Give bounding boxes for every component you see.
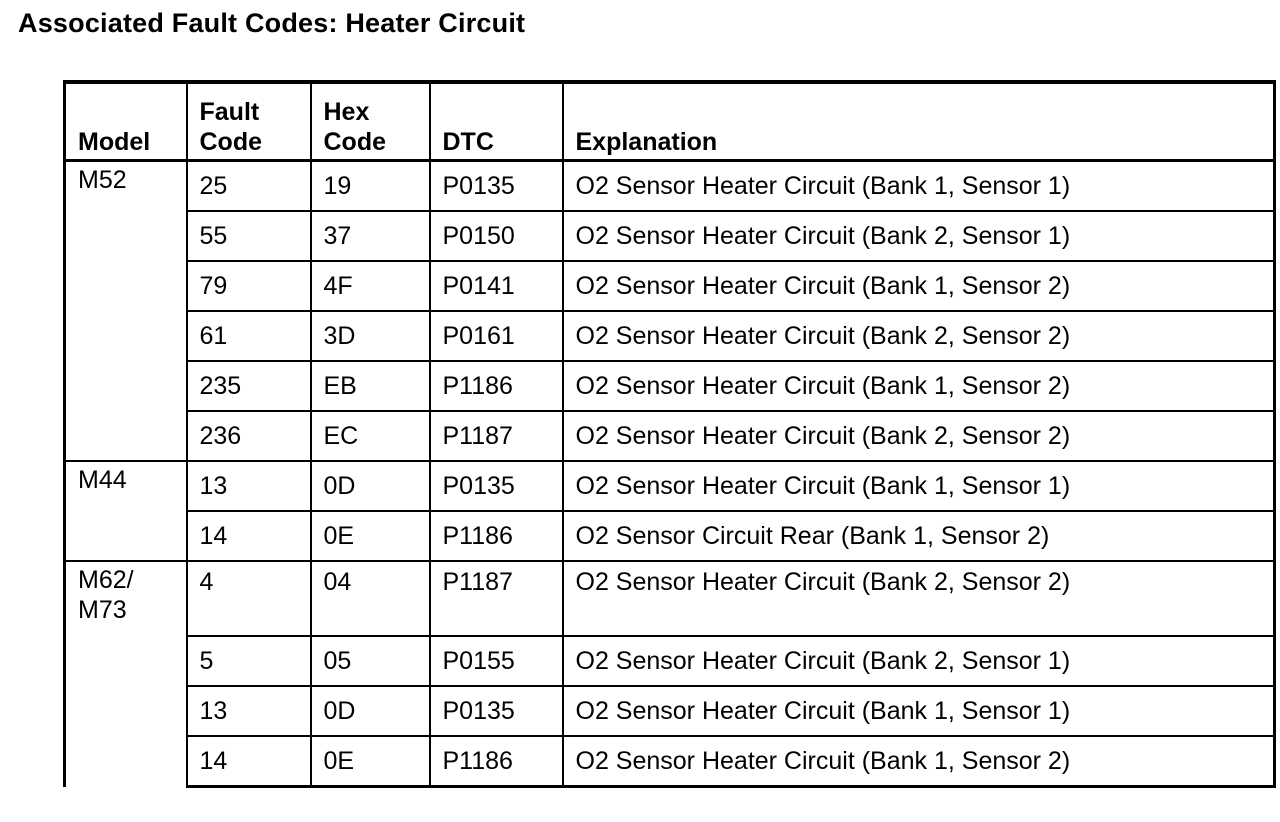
table-row	[65, 686, 1275, 736]
fault-code-cell: 55	[187, 211, 311, 261]
table-row	[65, 211, 1275, 261]
model-label-line2: M73	[78, 596, 127, 624]
header-fault-code	[187, 82, 311, 161]
dtc-cell: P0135	[430, 161, 563, 212]
explanation-cell: O2 Sensor Heater Circuit (Bank 2, Sensor 2)	[563, 311, 1275, 361]
hex-code-cell: 0E	[311, 511, 430, 561]
hex-code-cell: 4F	[311, 261, 430, 311]
explanation-cell: O2 Sensor Heater Circuit (Bank 1, Sensor 1)	[563, 461, 1275, 511]
model-label: M52	[78, 166, 127, 194]
dtc-cell: P1186	[430, 736, 563, 787]
dtc-cell: P0155	[430, 636, 563, 686]
fault-code-cell: 25	[187, 161, 311, 212]
table-row	[65, 511, 1275, 561]
explanation-cell: O2 Sensor Heater Circuit (Bank 1, Sensor 2)	[563, 736, 1275, 787]
hex-code-cell: EC	[311, 411, 430, 461]
hex-code-cell: 05	[311, 636, 430, 686]
explanation-cell: O2 Sensor Heater Circuit (Bank 2, Sensor 1)	[563, 211, 1275, 261]
dtc-cell: P0141	[430, 261, 563, 311]
table-row	[65, 361, 1275, 411]
model-cell-m44	[65, 461, 187, 561]
fault-code-cell: 14	[187, 511, 311, 561]
fault-code-cell: 4	[187, 561, 311, 636]
dtc-cell: P1186	[430, 511, 563, 561]
explanation-cell: O2 Sensor Heater Circuit (Bank 2, Sensor 2)	[563, 411, 1275, 461]
hex-code-cell: 3D	[311, 311, 430, 361]
dtc-cell: P0135	[430, 461, 563, 511]
dtc-cell: P1186	[430, 361, 563, 411]
table-header	[65, 82, 1275, 161]
table-row	[65, 561, 1275, 636]
header-fault-code-line1: Fault	[199, 98, 260, 126]
hex-code-cell: 37	[311, 211, 430, 261]
header-row	[65, 82, 1275, 161]
dtc-cell: P0150	[430, 211, 563, 261]
model-label: M44	[78, 466, 127, 494]
explanation-cell: O2 Sensor Heater Circuit (Bank 1, Sensor 2)	[563, 361, 1275, 411]
table-row	[65, 311, 1275, 361]
header-dtc	[430, 82, 563, 161]
fault-code-cell: 13	[187, 686, 311, 736]
model-cell-m62-m73	[65, 561, 187, 787]
header-hex-code-line2: Code	[323, 128, 386, 156]
dtc-cell: P1187	[430, 411, 563, 461]
dtc-cell: P0161	[430, 311, 563, 361]
fault-code-cell: 5	[187, 636, 311, 686]
table-body	[65, 161, 1275, 787]
explanation-cell: O2 Sensor Heater Circuit (Bank 1, Sensor 1)	[563, 686, 1275, 736]
header-explanation-label: Explanation	[575, 128, 718, 156]
dtc-cell: P0135	[430, 686, 563, 736]
header-hex-code	[311, 82, 430, 161]
fault-code-cell: 79	[187, 261, 311, 311]
hex-code-cell: 04	[311, 561, 430, 636]
header-explanation	[563, 82, 1275, 161]
explanation-cell: O2 Sensor Heater Circuit (Bank 1, Sensor 1)	[563, 161, 1275, 212]
table-row	[65, 411, 1275, 461]
hex-code-cell: EB	[311, 361, 430, 411]
hex-code-cell: 0D	[311, 461, 430, 511]
table-row	[65, 261, 1275, 311]
dtc-cell: P1187	[430, 561, 563, 636]
fault-code-cell: 235	[187, 361, 311, 411]
table-row	[65, 736, 1275, 787]
header-fault-code-line2: Code	[199, 128, 262, 156]
header-hex-code-line1: Hex	[323, 98, 370, 126]
table-row	[65, 636, 1275, 686]
model-cell-m52	[65, 161, 187, 462]
header-dtc-label: DTC	[442, 128, 494, 156]
fault-code-table	[63, 80, 1276, 788]
hex-code-cell: 0D	[311, 686, 430, 736]
header-model-label: Model	[78, 128, 151, 156]
header-model	[65, 82, 187, 161]
page-title: Associated Fault Codes: Heater Circuit	[18, 8, 526, 38]
hex-code-cell: 0E	[311, 736, 430, 787]
model-label: M62/	[78, 566, 134, 594]
explanation-cell: O2 Sensor Heater Circuit (Bank 1, Sensor 2)	[563, 261, 1275, 311]
hex-code-cell: 19	[311, 161, 430, 212]
fault-code-cell: 14	[187, 736, 311, 787]
fault-code-cell: 236	[187, 411, 311, 461]
table-row	[65, 161, 1275, 212]
fault-code-cell: 61	[187, 311, 311, 361]
explanation-cell: O2 Sensor Circuit Rear (Bank 1, Sensor 2)	[563, 511, 1275, 561]
table-row	[65, 461, 1275, 511]
fault-code-cell: 13	[187, 461, 311, 511]
explanation-cell: O2 Sensor Heater Circuit (Bank 2, Sensor 1)	[563, 636, 1275, 686]
explanation-cell: O2 Sensor Heater Circuit (Bank 2, Sensor 2)	[563, 561, 1275, 636]
